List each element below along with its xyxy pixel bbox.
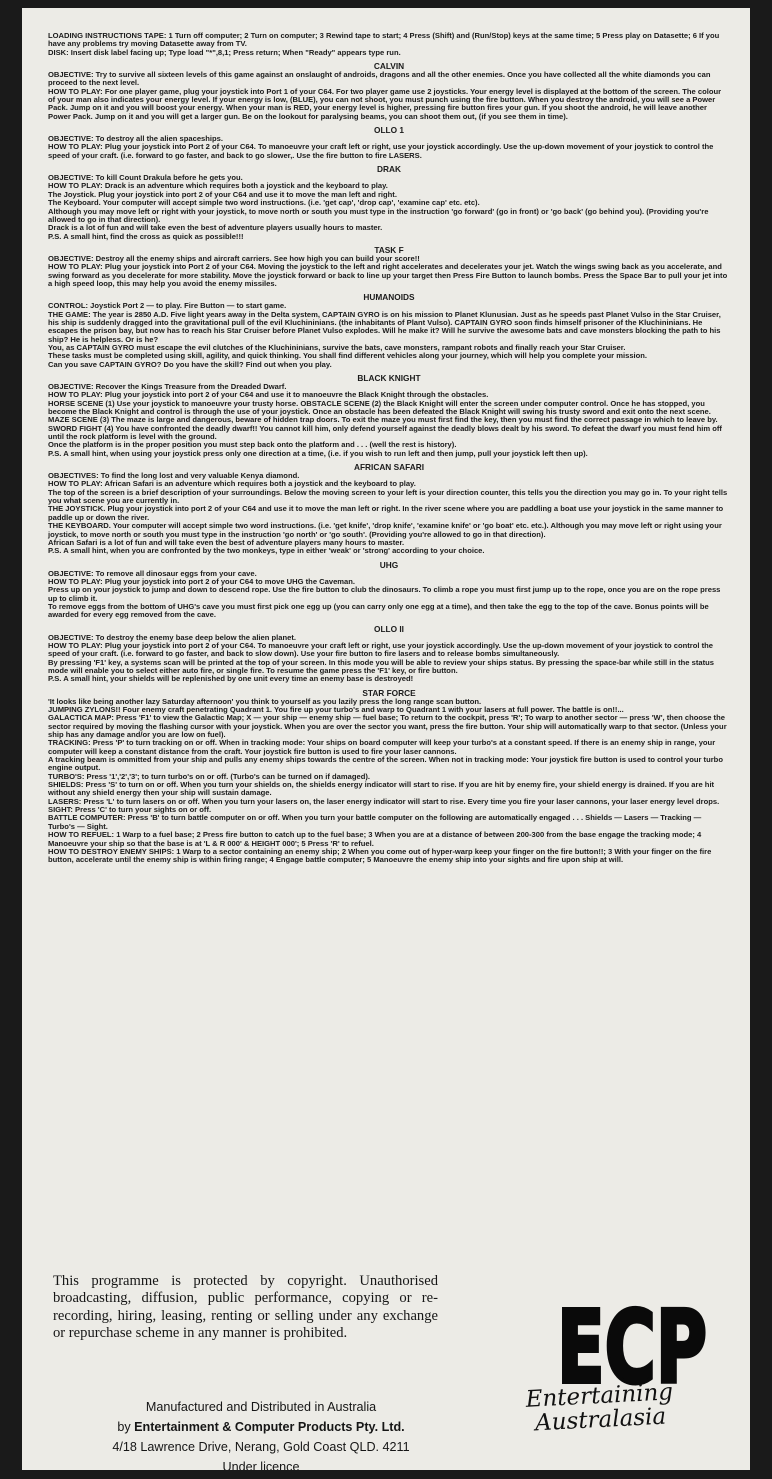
game-paragraph: TURBO'S: Press '1','2','3'; to turn turbo's on or off. (Turbo's can be turned on if damaged). — [48, 771, 370, 781]
game-paragraph: OBJECTIVES: To find the long lost and very valuable Kenya diamond. — [48, 471, 300, 481]
game-paragraph: HOW TO PLAY: African Safari is an adventure which requires both a joystick and the keyboard to play. — [48, 479, 416, 489]
game-paragraph: Drack is a lot of fun and will take even the best of adventure players usually hours to master. — [48, 223, 383, 233]
game-paragraph: HOW TO PLAY: Plug your joystick into Port 2 of your C64. Moving the joystick to the left and right accelerates and decelerates your jet. Watch the wings swing back as you accelerate, and swing forward as you decelerate for more stability. Move the joystick forward or back to line up your target then Press Fire Button to launch bombs. Press the Space Bar to pull your jet into a high speed loop, this may help you avoid the enemy missiles. — [48, 262, 728, 288]
game-section — [48, 625, 730, 684]
manufacturer-block — [56, 1397, 466, 1470]
game-paragraph: These tasks must be completed using skill, agility, and quick thinking. You shall find different vehicles along your journey, which will help you complete your mission. — [48, 351, 648, 361]
game-paragraph: SIGHT: Press 'C' to turn your sights on or off. — [48, 805, 212, 815]
game-paragraph: OBJECTIVE: To kill Count Drakula before he gets you. — [48, 173, 243, 183]
game-paragraph: By pressing 'F1' key, a systems scan will be printed at the top of your screen. In this mode you will be able to review your ships status. By pressing the space-bar while still in the status mode will enable you to select either auto fire, or single fire. To resume the game press the 'F1' key, or fire button. — [48, 657, 714, 675]
game-title: CALVIN — [373, 61, 405, 72]
game-paragraph: OBJECTIVE: Destroy all the enemy ships and aircraft carriers. See how high you can build your score!! — [48, 253, 420, 263]
ecp-logo — [554, 1296, 710, 1392]
game-paragraph: JUMPING ZYLONS!! Four enemy craft penetrating Quadrant 1. You fire up your turbo's and warp to Quadrant 1 with your lasers at full power. The battle is on!!... — [48, 705, 624, 714]
game-paragraph: The Joystick. Plug your joystick into port 2 of your C64 and use it to move the man left and right. — [48, 189, 397, 199]
game-title: BLACK KNIGHT — [357, 373, 421, 383]
game-paragraph: HOW TO PLAY: Plug your joystick into port 2 of your C64. To manoeuvre your craft left or right, use your joystick accordingly. Use the up-down movement of your joystick to control the speed of your craft. (i.e. forward to go faster, and back to slow down). Use your fire button to fire lasers and to release bombs simultaneously. — [48, 640, 713, 659]
game-paragraph: You, as CAPTAIN GYRO must escape the evil clutches of the Kluchininians, survive the bats, cave monsters, rampant robots and finally reach your Star Cruiser. — [48, 342, 626, 352]
game-paragraph: HOW TO PLAY: Plug your joystick into Port 2 of your C64. To manoeuvre your craft left or right, use your joystick accordingly. Use the up-down movement of your joystick to control the speed of your craft. (i.e. forward to go faster, and back to go slower,. Use the fire button to fire LASERS. — [48, 142, 714, 160]
game-section — [48, 689, 730, 865]
loading-instruction: LOADING INSTRUCTIONS TAPE: 1 Turn off computer; 2 Turn on computer; 3 Rewind tape to start; 4 Press (Shift) and (Run/Stop) keys at the same time; 5 Press play on Datasette; 6 If you have any problems try moving Datasette away from TV. — [48, 31, 720, 49]
game-title: TASK F — [374, 244, 404, 255]
game-paragraph: BATTLE COMPUTER: Press 'B' to turn battle computer on or off. When you turn your battle computer on the following are automatically engaged . . . Shields — Lasers — Tracking — Turbo's — Sight. — [48, 813, 702, 831]
game-paragraph: HOW TO PLAY: Plug your joystick into port 2 of your C64 to move UHG the Caveman. — [48, 576, 356, 586]
game-section — [48, 62, 730, 121]
game-paragraph: SWORD FIGHT (4) You have confronted the deadly dwarf!! You cannot kill him, only defend yourself against the deadly blows dealt by his sword. To defeat the dwarf you must fend him off until the rock platform is level with the ground. — [48, 423, 722, 442]
game-paragraph: OBJECTIVE: Try to survive all sixteen levels of this game against an onslaught of androids, dragons and all the other enemies. Once you have collected all the white diamonds you can proceed to the next level. — [48, 70, 711, 88]
game-paragraph: OBJECTIVE: Recover the Kings Treasure from the Dreaded Dwarf. — [48, 382, 287, 391]
game-paragraph: THE GAME: The year is 2850 A.D. Five light years away in the Delta system, CAPTAIN GYRO is on his mission to Planet Klunusian. Just as he speeds past Planet Vulso in the Star Cruiser, his ship is suddenly dragged into the gravitational pull of the evil Kluchininians. (the inhabitants of Plant Vulso). CAPTAIN GYRO soon finds himself prisoner of the Kluchininians. He escapes the prison bay, but now has to reach his Star Cruiser before Planet Vulso explodes. Will he make it? Will he survive the awesome bats and cave monsters blocking the path to his ship? He is helpless. Or is he? — [48, 309, 721, 344]
game-paragraph: African Safari is a lot of fun and will take even the best of adventure players many hours to master. — [48, 537, 405, 547]
game-paragraph: HOW TO REFUEL: 1 Warp to a fuel base; 2 Press fire button to catch up to the fuel base; 3 When you are at a distance of between 200-300 from the base engage the tracking mode; 4 Manoeuvre your ship so that the base is at 'L & R 000' & HEIGHT 000'; 5 Press 'R' to refuel. — [48, 830, 702, 848]
game-title: DRAK — [377, 164, 401, 175]
instructions-text — [48, 32, 730, 865]
game-paragraph: The Keyboard. Your computer will accept simple two word instructions. (i.e. 'get cap', 'drop cap', 'examine cap' etc. etc). — [48, 198, 480, 208]
game-paragraph: A tracking beam is ommitted from your ship and pulls any enemy ships towards the centre of the screen. When not in tracking mode: Your joystick fire button is used to control your turbo engine output. — [48, 755, 723, 773]
game-paragraph: GALACTICA MAP: Press 'F1' to view the Galactic Map; X — your ship — enemy ship — fuel base; To return to the cockpit, press 'R'; To warp to another sector — press 'W', then choose the sector required by moving the flashing cursor with your joystick. When you are over the sector you want, press the fire button. Your ship will automatically warp to that sector. (Unless your ship has any damage and/or you are low on fuel). — [48, 713, 727, 740]
game-paragraph: HORSE SCENE (1) Use your joystick to manoeuvre your trusty horse. OBSTACLE SCENE (2) the Black Knight will enter the screen under computer control. Once he has stopped, you become the Black Knight and control is through the use of your joystick. Once an obstacle has been defeated the Black Knight will swing his trusty sword and exit onto the next scene. — [48, 398, 711, 417]
game-section — [48, 126, 730, 160]
cassette-inlay-card — [22, 8, 750, 1470]
game-paragraph: SHIELDS: Press 'S' to turn on or off. When you turn your shields on, the shields energy indicator will start to rise. If you are hit by enemy fire, your shield energy is drained. If you are hit without any shield energy then your ship will sustain damage. — [48, 780, 715, 798]
game-paragraph: Can you save CAPTAIN GYRO? Do you have the skill? Find out when you play. — [48, 359, 332, 369]
game-title: UHG — [379, 559, 399, 570]
game-paragraph: Once the platform is in the proper position you must step back onto the platform and . . . (well the rest is history). — [48, 440, 457, 450]
game-paragraph: LASERS: Press 'L' to turn lasers on or off. When you turn your lasers on, the laser energy indicator will start to rise. Every time you fire your laser cannons, your laser energy level drops. — [48, 796, 720, 806]
game-paragraph: HOW TO PLAY: Plug your joystick into port 2 of your C64 and use it to manoeuvre the Black Knight through the obstacles. — [48, 390, 489, 400]
game-paragraph: HOW TO PLAY: For one player game, plug your joystick into Port 1 of your C64. For two player game use 2 joysticks. Your energy level is displayed at the bottom of the screen. The colour of your man also indicates your energy level. If your energy is low, (BLUE), you can not shoot, you must punch using the fire button. When you destroy the android, you will see a Power Pack. Jump on it and you will boost your energy. When your man is RED, your energy level is higher, pressing fire button fires your gun. If you shoot the android, he will leave another Power Pack. Jump on it and you will get a larger gun. Be on the lookout for paralysing beams, you can shoot them out, (if you see them in time). — [48, 86, 722, 121]
game-title: OLLO 1 — [374, 125, 404, 136]
game-paragraph: HOW TO DESTROY ENEMY SHIPS: 1 Warp to a sector containing an enemy ship; 2 When you come out of hyper-warp keep your finger on the fire button!!; 3 With your finger on the fire button, accelerate until the enemy ship is within firing range; 4 Engage battle computer; 5 Manoeuvre the enemy ship into your sights and fire upon ship at will. — [48, 846, 712, 865]
game-paragraph: OBJECTIVE: To remove all dinosaur eggs from your cave. — [48, 568, 257, 578]
licence-line: Under licence — [222, 1460, 300, 1470]
tagline-line-2: Australasia — [534, 1403, 667, 1437]
game-section — [48, 561, 730, 620]
game-paragraph: P.S. A small hint, your shields will be replenished by one unit every time an enemy base is destroyed! — [48, 674, 414, 684]
by-word: by — [117, 1420, 131, 1434]
game-title: HUMANOIDS — [363, 292, 415, 303]
game-paragraph: Press up on your joystick to jump and down to descend rope. Use the fire button to club the dinosaurs. To climb a rope you must first jump up to the rope, once you are on the rope press up to climb it. — [48, 585, 721, 603]
company-name: Entertainment & Computer Products Pty. Ltd. — [134, 1420, 405, 1434]
game-paragraph: 'It looks like being another lazy Saturday afternoon' you think to yourself as you lazily press the long range scan button. — [48, 696, 482, 706]
game-title: STAR FORCE — [362, 687, 416, 698]
game-paragraph: TRACKING: Press 'P' to turn tracking on or off. When in tracking mode: Your ships on board computer will keep your turbo's at a constant speed. If there is an enemy ship in range, your computer will keep a constant distance from the craft. Your joystick fire button is used to fire your laser cannons. — [48, 738, 716, 756]
address-line: 4/18 Lawrence Drive, Nerang, Gold Coast QLD. 4211 — [112, 1440, 410, 1454]
game-section — [48, 246, 730, 288]
game-paragraph: OBJECTIVE: To destroy all the alien spaceships. — [48, 134, 223, 144]
game-section — [48, 463, 730, 555]
copyright-notice: This programme is protected by copyright. Unauthorised broadcasting, diffusion, public performance, copying or re-recording, hiring, leasing, renting or selling under any exchange or repurchase scheme in any manner is prohibited. — [53, 1273, 438, 1342]
game-paragraph: P.S. A small hint, when you are confronted by the two monkeys, type in either 'weak' or 'strong' according to your choice. — [48, 546, 485, 556]
game-section — [48, 374, 730, 458]
game-paragraph: HOW TO PLAY: Drack is an adventure which requires both a joystick and the keyboard to play. — [48, 181, 388, 191]
game-paragraph: OBJECTIVE: To destroy the enemy base deep below the alien planet. — [48, 632, 296, 642]
game-paragraph: MAZE SCENE (3) The maze is large and dangerous, beware of hidden trap doors. To exit the maze you must first find the key, then you must find the correct passage in which to leave by. — [48, 415, 718, 425]
manufactured-line: Manufactured and Distributed in Australia — [145, 1400, 377, 1414]
game-paragraph: To remove eggs from the bottom of UHG's cave you must first pick one egg up (you can carry only one egg at a time), and then take the egg to the top of the cave. Bonus points will be awarded for every egg removed from the cave. — [48, 601, 709, 620]
ecp-logo-text: ECP — [557, 1296, 707, 1392]
game-title: OLLO II — [374, 623, 404, 634]
game-title: AFRICAN SAFARI — [353, 462, 425, 473]
game-paragraph: THE JOYSTICK. Plug your joystick into port 2 of your C64 and use it to move the man left or right. In the river scene where you are paddling a boat use your joystick in the same manner to paddle up or down the river. — [48, 504, 724, 522]
game-paragraph: P.S. A small hint, when using your joystick press only one direction at a time, (i.e. if you wish to run left and then jump, pull your joystick left then up). — [48, 448, 588, 458]
tagline-line-1: Entertaining — [525, 1379, 674, 1413]
game-paragraph: The top of the screen is a brief description of your surroundings. Below the moving screen to your left is your direction counter, this tells you the direction you may go in. To your right tells you what scene you are currently in. — [48, 487, 728, 506]
tagline — [509, 1379, 691, 1436]
game-paragraph: P.S. A small hint, find the cross as quick as possible!!! — [48, 231, 244, 241]
company-line — [56, 1417, 466, 1437]
game-paragraph: Although you may move left or right with your joystick, to move north or south you must type in the instruction 'go forward' (go in front) or 'go back' (go behind you). (Providing you're allowed to go in that direction). — [48, 206, 709, 224]
game-section — [48, 293, 730, 369]
game-paragraph: CONTROL: Joystick Port 2 — to play. Fire Button — to start game. — [48, 301, 287, 311]
loading-instruction: DISK: Insert disk label facing up; Type load "*",8,1; Press return; When "Ready" appears type run. — [48, 47, 401, 57]
game-paragraph: THE KEYBOARD. Your computer will accept simple two word instructions. (i.e. 'get knife', 'drop knife', 'examine knife' or 'go boat' etc. etc.). Although you may move left or right using your joystick, to move north or south you must type in the instruction 'go north' or 'go south'. (Providing you're allowed to go in that direction). — [48, 521, 722, 539]
game-section — [48, 165, 730, 241]
